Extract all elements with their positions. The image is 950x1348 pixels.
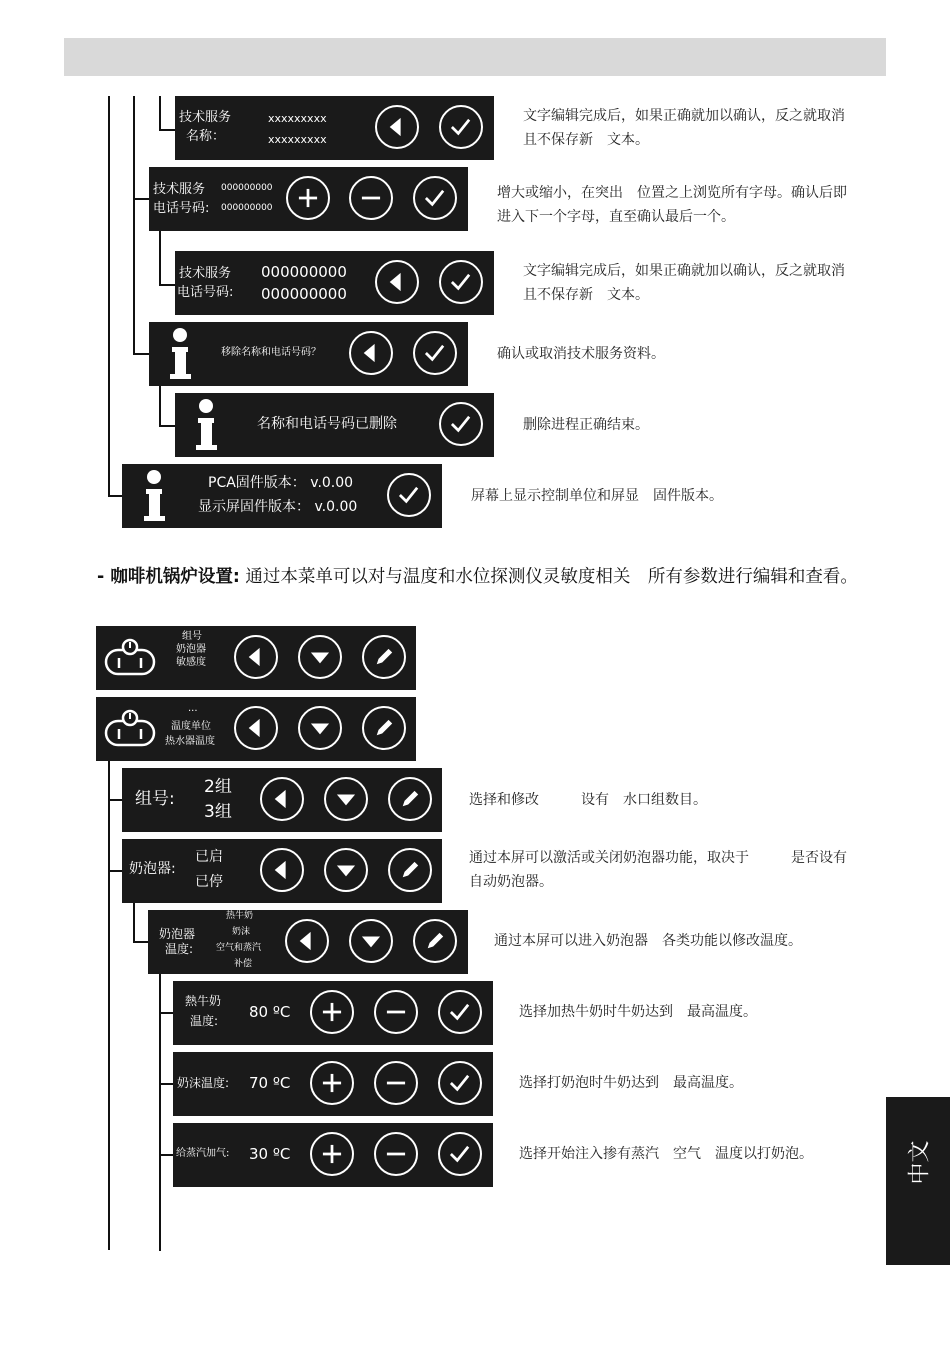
pencil-icon	[364, 637, 404, 677]
plus-icon	[312, 992, 352, 1032]
back-button[interactable]	[260, 848, 304, 892]
label: 熱牛奶	[185, 994, 222, 1008]
tree-line	[159, 284, 175, 286]
description: 选择打奶泡时牛奶达到 最高温度。	[519, 1075, 743, 1091]
arrow-down-icon	[351, 921, 391, 961]
description: 文字编辑完成后，如果正确就加以确认，反之就取消且不保存新 文本。	[523, 108, 845, 148]
menu-item: 敏感度	[176, 657, 206, 668]
edit-button[interactable]	[362, 635, 406, 679]
back-button[interactable]	[234, 706, 278, 750]
arrow-down-icon	[300, 637, 340, 677]
language-tab	[886, 1097, 950, 1265]
label: 技术服务	[179, 110, 232, 125]
tech-phone-scroll-screen	[149, 167, 468, 231]
description: 选择加热牛奶时牛奶达到 最高温度。	[519, 1004, 757, 1020]
tree-line	[159, 425, 175, 427]
tree-line	[159, 386, 161, 426]
plus-icon	[312, 1134, 352, 1174]
check-icon	[441, 404, 481, 444]
confirm-button[interactable]	[439, 260, 483, 304]
confirm-button[interactable]	[413, 331, 457, 375]
label: 名称：	[186, 129, 226, 144]
info-icon	[191, 398, 221, 452]
firmware-screen	[122, 464, 442, 528]
check-icon	[441, 262, 481, 302]
boiler-icon	[102, 709, 158, 749]
firmware-line: PCA固件版本： v.0.00	[208, 475, 354, 491]
label: 电话号码:	[153, 201, 210, 216]
hot-milk-screen	[173, 981, 493, 1045]
label: 温度:	[190, 1014, 219, 1028]
confirm-button[interactable]	[438, 1132, 482, 1176]
increase-button[interactable]	[286, 176, 330, 220]
frother-screen	[122, 839, 442, 903]
check-icon	[441, 107, 481, 147]
header-bar	[64, 38, 886, 76]
steam-air-screen	[173, 1123, 493, 1187]
boiler-menu-screen	[96, 697, 416, 761]
tree-line	[159, 96, 161, 130]
decrease-button[interactable]	[374, 1132, 418, 1176]
language-label: 中文	[907, 1140, 933, 1185]
label: 电话号码:	[177, 285, 234, 300]
option: 热牛奶	[226, 911, 254, 921]
value: 000000000	[221, 183, 273, 193]
description: 屏幕上显示控制单位和屏显 固件版本。	[471, 488, 723, 504]
label: 奶泡器	[159, 927, 196, 941]
edit-button[interactable]	[388, 777, 432, 821]
value: 3组	[204, 802, 232, 822]
tree-line	[108, 96, 110, 496]
tree-line	[133, 198, 149, 200]
value: 30 ºC	[249, 1145, 291, 1163]
decrease-button[interactable]	[349, 176, 393, 220]
tree-line	[133, 902, 135, 942]
tree-line	[108, 760, 110, 1250]
confirm-button[interactable]	[439, 402, 483, 446]
label: 奶泡器:	[129, 861, 176, 877]
menu-item: 热水器温度	[165, 736, 215, 747]
decrease-button[interactable]	[374, 1061, 418, 1105]
down-button[interactable]	[324, 848, 368, 892]
check-icon	[415, 178, 455, 218]
tree-line	[133, 941, 149, 943]
value: 已启	[195, 849, 223, 865]
option: 补偿	[234, 959, 253, 969]
description: 确认或取消技术服务资料。	[497, 346, 665, 362]
remove-confirm-screen	[149, 322, 468, 386]
firmware-line: 显示屏固件版本： v.0.00	[198, 499, 358, 515]
value: 000000000	[221, 203, 273, 213]
description: 通过本屏可以激活或关闭奶泡器功能，取决于 是否设有自动奶泡器。	[469, 850, 847, 890]
confirm-button[interactable]	[439, 105, 483, 149]
check-icon	[440, 1134, 480, 1174]
arrow-left-icon	[377, 107, 417, 147]
minus-icon	[351, 178, 391, 218]
menu-item: 奶泡器	[176, 644, 206, 655]
back-button[interactable]	[285, 919, 329, 963]
heading-bold: - 咖啡机锅炉设置:	[97, 567, 240, 587]
menu-item: ...	[188, 703, 198, 714]
value: xxxxxxxxx	[268, 133, 327, 146]
boiler-menu-screen	[96, 626, 416, 690]
arrow-left-icon	[377, 262, 417, 302]
value: 80 ºC	[249, 1003, 291, 1021]
pencil-icon	[364, 708, 404, 748]
menu-item: 温度单位	[171, 721, 211, 732]
arrow-left-icon	[236, 637, 276, 677]
value: 000000000	[261, 263, 347, 281]
tree-line	[133, 353, 149, 355]
arrow-down-icon	[326, 850, 366, 890]
tree-line	[133, 96, 135, 354]
description: 选择开始注入掺有蒸汽 空气 温度以打奶泡。	[519, 1146, 813, 1162]
check-icon	[440, 1063, 480, 1103]
arrow-down-icon	[326, 779, 366, 819]
value: 70 ºC	[249, 1074, 291, 1092]
label: 给蒸汽加气:	[176, 1148, 230, 1159]
label: 组号:	[135, 789, 175, 809]
option: 奶沫	[232, 927, 251, 937]
tech-phone-edit-screen	[175, 251, 494, 315]
groups-screen	[122, 768, 442, 832]
arrow-left-icon	[262, 850, 302, 890]
edit-button[interactable]	[362, 706, 406, 750]
info-icon	[139, 469, 169, 523]
back-button[interactable]	[375, 105, 419, 149]
boiler-icon	[102, 638, 158, 678]
description: 增大或缩小，在突出 位置之上浏览所有字母。确认后即进入下一个字母，直至确认最后一个。	[497, 185, 847, 225]
message: 名称和电话号码已删除	[257, 416, 397, 432]
label: 奶沫温度:	[177, 1076, 230, 1090]
back-button[interactable]	[260, 777, 304, 821]
plus-icon	[312, 1063, 352, 1103]
arrow-left-icon	[236, 708, 276, 748]
down-button[interactable]	[298, 635, 342, 679]
arrow-left-icon	[351, 333, 391, 373]
plus-icon	[288, 178, 328, 218]
increase-button[interactable]	[310, 990, 354, 1034]
pencil-icon	[415, 921, 455, 961]
pencil-icon	[390, 779, 430, 819]
confirm-button[interactable]	[413, 176, 457, 220]
increase-button[interactable]	[310, 1061, 354, 1105]
message: 移除名称和电话号码？	[221, 347, 321, 358]
arrow-down-icon	[300, 708, 340, 748]
option: 空气和蒸汽	[216, 943, 262, 953]
foam-screen	[173, 1052, 493, 1116]
arrow-left-icon	[287, 921, 327, 961]
value: 已停	[195, 874, 223, 890]
check-icon	[415, 333, 455, 373]
frother-temp-screen	[148, 910, 468, 974]
minus-icon	[376, 1134, 416, 1174]
menu-item: 组号	[182, 631, 202, 642]
label: 技术服务	[153, 182, 206, 197]
confirm-button[interactable]	[438, 990, 482, 1034]
pencil-icon	[390, 850, 430, 890]
heading-text: 通过本菜单可以对与温度和水位探测仪灵敏度相关 所有参数进行编辑和查看。	[239, 567, 858, 587]
edit-button[interactable]	[413, 919, 457, 963]
check-icon	[440, 992, 480, 1032]
section-heading	[97, 566, 862, 588]
check-icon	[389, 475, 429, 515]
description: 通过本屏可以进入奶泡器 各类功能以修改温度。	[494, 933, 802, 949]
tech-name-edit-screen	[175, 96, 494, 160]
description: 选择和修改 设有 水口组数目。	[469, 792, 707, 808]
down-button[interactable]	[324, 777, 368, 821]
back-button[interactable]	[349, 331, 393, 375]
decrease-button[interactable]	[374, 990, 418, 1034]
increase-button[interactable]	[310, 1132, 354, 1176]
back-button[interactable]	[234, 635, 278, 679]
minus-icon	[376, 992, 416, 1032]
minus-icon	[376, 1063, 416, 1103]
back-button[interactable]	[375, 260, 419, 304]
down-button[interactable]	[298, 706, 342, 750]
label: 温度:	[165, 942, 194, 956]
confirm-button[interactable]	[438, 1061, 482, 1105]
removed-screen	[175, 393, 494, 457]
info-icon	[165, 327, 195, 381]
value: 2组	[204, 777, 232, 797]
arrow-left-icon	[262, 779, 302, 819]
value: 000000000	[261, 285, 347, 303]
value: xxxxxxxxx	[268, 112, 327, 125]
tree-line	[159, 231, 161, 285]
confirm-button[interactable]	[387, 473, 431, 517]
description: 文字编辑完成后，如果正确就加以确认，反之就取消且不保存新 文本。	[523, 263, 845, 303]
edit-button[interactable]	[388, 848, 432, 892]
description: 删除进程正确结束。	[523, 417, 649, 433]
down-button[interactable]	[349, 919, 393, 963]
label: 技术服务	[179, 266, 232, 281]
tree-line	[159, 973, 161, 1251]
tree-line	[159, 129, 175, 131]
